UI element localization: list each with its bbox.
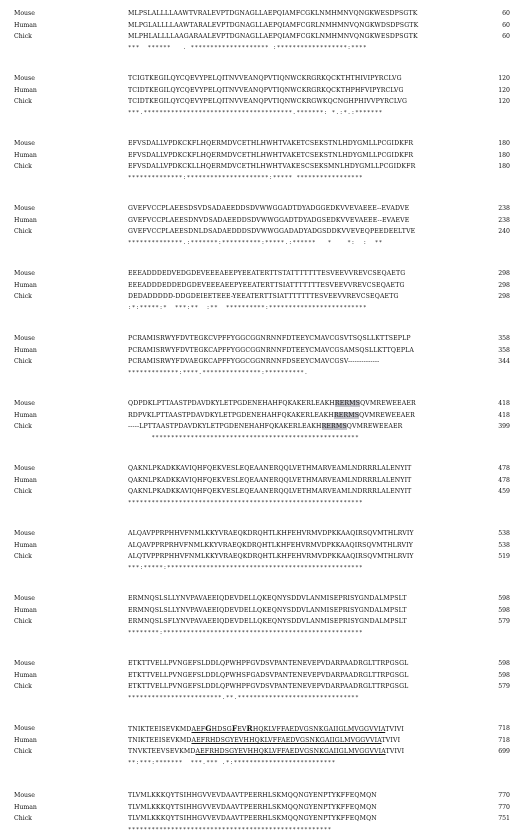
species-label: Mouse bbox=[14, 75, 35, 82]
position-number: 60 bbox=[502, 21, 510, 29]
species-label: Human bbox=[14, 411, 37, 419]
species-label: Human bbox=[14, 736, 37, 744]
consensus-line: ***.**************************************.*******: *.:*.:******* bbox=[128, 109, 383, 116]
sequence-segment: QDPDKLPTTAASTPDAVDKYLETPGDENEHAHFQKAKERLEAKH bbox=[128, 400, 335, 407]
sequence-text bbox=[128, 410, 470, 421]
position-number: 770 bbox=[498, 792, 510, 799]
species-label: Human bbox=[14, 281, 37, 289]
position-number: 519 bbox=[498, 553, 510, 560]
sequence-text: ETKTTVELLPVNGEFSLDDLQPWHSFGADSVPANTENEVEPVDARPAADRGLTTRPGSGL bbox=[128, 671, 409, 679]
position-number: 478 bbox=[498, 476, 510, 484]
sequence-row bbox=[0, 593, 515, 604]
species-label: Human bbox=[14, 671, 37, 679]
sequence-segment: QVMREWEEAER bbox=[346, 423, 403, 430]
sequence-text bbox=[128, 421, 470, 432]
sequence-segment: TVIVI bbox=[385, 748, 405, 755]
sequence-text: ALQAVPPRPRHVFNMLKKYVRAEQKDRQHTLKHFEHVRMVDPKKAAQIRSQVMTHLRVIY bbox=[128, 541, 413, 549]
sequence-text: PCRAMISRWYFDVTEGKCVPFFYGGCGGNRNNFDTEEYCMAVCGSVTSQSLLKTTSEPLP bbox=[128, 335, 411, 342]
consensus-line: ***************************************************** bbox=[128, 434, 360, 441]
sequence-segment: G bbox=[205, 724, 212, 733]
sequence-row bbox=[0, 463, 515, 474]
sequence-text: GVEFVCCPLAEESDSVDSADAEEDDSDVWWGGADTDYADGGEDKVVEVAEEE--EVADVE bbox=[128, 205, 410, 212]
species-label: Human bbox=[14, 216, 37, 224]
sequence-text: TCIDTKEGILQYCQEVYPELQITNVVEANQPVTIQNWCKRGRKQCKTHPHFVIPYRCLVG bbox=[128, 86, 404, 94]
sequence-row bbox=[0, 605, 515, 616]
sequence-row bbox=[0, 802, 515, 813]
sequence-text: EFVSDALLVPDKCKFLHQERMDVCETHLHWHTVAKETCSEKSTNLHDYGMLLPCGIDKFR bbox=[128, 151, 414, 159]
sequence-text: TCIGTKEGILQYCQEVYPELQITNVVEANQPVTIQNWCKRGRKQCKTHTHIVIPYRCLVG bbox=[128, 75, 402, 82]
sequence-segment: AEF bbox=[191, 726, 206, 733]
position-number: 418 bbox=[498, 411, 510, 419]
species-label: Human bbox=[14, 541, 37, 549]
position-number: 60 bbox=[502, 10, 510, 17]
species-label: Chick bbox=[14, 488, 32, 495]
sequence-text: ALQAVPPRPHHVFNMLKKYVRAEQKDRQHTLKHFEHVRMVDPKKAAQIRSQVMTHLRVIY bbox=[128, 530, 414, 537]
sequence-text: GVEFVCCPLAEESDNVDSADAEEDDSDVWWGGADTDYADGSEDKVVEVAEEE--EVAEVE bbox=[128, 216, 410, 224]
sequence-row bbox=[0, 790, 515, 801]
sequence-row bbox=[0, 551, 515, 562]
species-label: Chick bbox=[14, 358, 32, 365]
species-label: Chick bbox=[14, 553, 32, 560]
sequence-segment: R bbox=[246, 724, 253, 733]
sequence-row bbox=[0, 540, 515, 551]
consensus-line: ************************.**.******************************* bbox=[128, 694, 360, 701]
sequence-row bbox=[0, 73, 515, 84]
species-label: Chick bbox=[14, 163, 32, 170]
consensus-line: ********:*************************************************** bbox=[128, 629, 364, 636]
consensus-row bbox=[0, 563, 515, 574]
position-number: 538 bbox=[498, 541, 510, 549]
position-number: 718 bbox=[498, 736, 510, 744]
sequence-row bbox=[0, 746, 515, 757]
sequence-text: GVEFVCCPLAEESDNLDSADAEDDDSDVWWGGADADYADGSDDKVVEVEQPEEDEELTVE bbox=[128, 228, 416, 235]
position-number: 358 bbox=[498, 335, 510, 342]
sequence-row bbox=[0, 215, 515, 226]
sequence-row bbox=[0, 410, 515, 421]
sequence-segment: EV bbox=[237, 726, 247, 733]
sequence-text: DEDADDDDD-DDGDEIEETEEE-YEEATERTTSIATTTTTTTESVEEVVREVCSEQAETG bbox=[128, 293, 399, 300]
sequence-text: ERMNQSLSLLYNVPAVAEEIQDEVDELLQKEQNYSDDVLANMISEPRISYGNDALMPSLT bbox=[128, 595, 407, 602]
sequence-text: PCRAMISRWYFDVAEGKCAPFFYGGCGGNRNNFDSEEYCMAVCGSV-------------- bbox=[128, 358, 380, 365]
position-number: 598 bbox=[498, 595, 510, 602]
sequence-row bbox=[0, 723, 515, 734]
species-label: Human bbox=[14, 346, 37, 354]
sequence-row bbox=[0, 161, 515, 172]
sequence-row bbox=[0, 475, 515, 486]
sequence-row bbox=[0, 291, 515, 302]
species-label: Mouse bbox=[14, 140, 35, 147]
sequence-segment: TNIKTEEISEVKMD bbox=[128, 726, 192, 733]
position-number: 770 bbox=[498, 803, 510, 811]
sequence-row bbox=[0, 138, 515, 149]
species-label: Mouse bbox=[14, 725, 35, 732]
consensus-row bbox=[0, 433, 515, 444]
sequence-row bbox=[0, 670, 515, 681]
sequence-row bbox=[0, 280, 515, 291]
sequence-segment: TVIVI bbox=[381, 736, 401, 744]
sequence-text: TLVMLKKKQYTSIHHGVVEVDAAVTPEERHLSKMQQNGYENPTYKFFEQMQN bbox=[128, 803, 377, 811]
sequence-segment: RDPVKLPTTAASTPDAVDKYLETPGDENEHAHFQKAKERLEAKH bbox=[128, 411, 334, 419]
species-label: Mouse bbox=[14, 205, 35, 212]
sequence-row bbox=[0, 681, 515, 692]
sequence-row bbox=[0, 85, 515, 96]
consensus-row bbox=[0, 173, 515, 184]
species-label: Human bbox=[14, 606, 37, 614]
position-number: 459 bbox=[498, 488, 510, 495]
species-label: Human bbox=[14, 86, 37, 94]
species-label: Mouse bbox=[14, 465, 35, 472]
species-label: Mouse bbox=[14, 530, 35, 537]
position-number: 598 bbox=[498, 671, 510, 679]
sequence-segment: -----LPTTAASTPDAVDKYLETPGDENEHAHFQKAKERLEAKH bbox=[128, 423, 322, 430]
sequence-text: ALQTVPPRPHHVFNMLKKYVRAEQKDRQHTLKHFEHVRMVDPKKAAQIRSQVMTHLRVIY bbox=[128, 553, 414, 560]
sequence-row bbox=[0, 616, 515, 627]
sequence-text: PCRAMISRWYFDVTEGKCAPFFYGGCGGNRNNFDTEEYCMAVCGSAMSQSLLKTTQEPLA bbox=[128, 346, 415, 354]
sequence-segment: TNVKTEEVSEVKMD bbox=[128, 748, 196, 755]
consensus-row bbox=[0, 238, 515, 249]
sequence-row bbox=[0, 735, 515, 746]
sequence-segment: AEFRHDSGYEVHHQKLVFFAEDVGSNKGAIIGLMVGGVVIA bbox=[195, 748, 386, 755]
species-label: Mouse bbox=[14, 400, 35, 407]
position-number: 240 bbox=[498, 228, 510, 235]
position-number: 344 bbox=[498, 358, 510, 365]
highlighted-motif: RERMS bbox=[321, 423, 347, 430]
sequence-text: MLPHLALLLLAAGARAALEVPTDGNAGLLAEPQIAMFCGKLNMHMNVQNGKWESDPSGTK bbox=[128, 33, 418, 40]
sequence-segment: HDSG bbox=[211, 726, 232, 733]
position-number: 598 bbox=[498, 606, 510, 614]
position-number: 598 bbox=[498, 660, 510, 667]
position-number: 120 bbox=[498, 86, 510, 94]
sequence-text: EFVSDALLVPDKCKFLHQERMDVCETHLHWHTVAKETCSEKSTNLHDYGMLLPCGIDKFR bbox=[128, 140, 414, 147]
sequence-text: QAKNLPKADKKAVIQHFQEKVESLEQEAANERQQLVETHMARVEAMLNDRRRLALENYIT bbox=[128, 488, 412, 495]
sequence-segment: AEFRHDSGYEVHHQKLVFFAEDVGSNKGAIIGLMVGGVVIA bbox=[191, 736, 382, 744]
sequence-row bbox=[0, 345, 515, 356]
consensus-row bbox=[0, 825, 515, 836]
species-label: Human bbox=[14, 21, 37, 29]
position-number: 120 bbox=[498, 75, 510, 82]
sequence-text: ETKTTVELLPVNGEFSLDDLQPWHPFGVDSVPANTENEVEPVDARPAADRGLTTRPGSGL bbox=[128, 660, 409, 667]
species-label: Mouse bbox=[14, 660, 35, 667]
position-number: 180 bbox=[498, 163, 510, 170]
position-number: 180 bbox=[498, 151, 510, 159]
position-number: 751 bbox=[498, 815, 510, 822]
sequence-text: QAKNLPKADKKAVIQHFQEKVESLEQEAANERQQLVETHMARVEAMLNDRRRLALENYIT bbox=[128, 476, 412, 484]
species-label: Chick bbox=[14, 228, 32, 235]
highlighted-motif: RERMS bbox=[334, 400, 361, 407]
sequence-row bbox=[0, 150, 515, 161]
sequence-text bbox=[128, 735, 470, 746]
species-label: Mouse bbox=[14, 10, 35, 17]
sequence-text: ERMNQSLSLLYNVPAVAEEIQDEVDELLQKEQNYSDDVLANMISEPRISYGNDALMPSLT bbox=[128, 606, 407, 614]
sequence-row bbox=[0, 356, 515, 367]
position-number: 60 bbox=[502, 33, 510, 40]
sequence-row bbox=[0, 203, 515, 214]
sequence-row bbox=[0, 486, 515, 497]
position-number: 399 bbox=[498, 423, 510, 430]
consensus-line: **************:*********************:***** ***************** bbox=[128, 174, 364, 181]
position-number: 298 bbox=[498, 293, 510, 300]
sequence-row bbox=[0, 8, 515, 19]
sequence-row bbox=[0, 226, 515, 237]
position-number: 238 bbox=[498, 216, 510, 224]
consensus-row bbox=[0, 498, 515, 509]
sequence-row bbox=[0, 813, 515, 824]
sequence-segment: QVMREWEEAER bbox=[359, 411, 415, 419]
position-number: 538 bbox=[498, 530, 510, 537]
sequence-segment: TVIVI bbox=[385, 726, 404, 733]
sequence-text: ETKTTVELLPVNGEFSLDDLQPWHPFGVDSVPANTENEVEPVDARPAADRGLTTRPGSGL bbox=[128, 683, 409, 690]
species-label: Human bbox=[14, 803, 37, 811]
species-label: Chick bbox=[14, 618, 32, 625]
position-number: 298 bbox=[498, 281, 510, 289]
sequence-text: QAKNLPKADKKAVIQHFQEKVESLEQEAANERQQLVETHMARVEAMLNDRRRLALENYIT bbox=[128, 465, 412, 472]
species-label: Chick bbox=[14, 33, 32, 40]
consensus-line: **************************************************** bbox=[128, 826, 332, 833]
sequence-segment: QVMREWEEAER bbox=[360, 400, 416, 407]
position-number: 120 bbox=[498, 98, 510, 105]
sequence-row bbox=[0, 421, 515, 432]
position-number: 478 bbox=[498, 465, 510, 472]
position-number: 579 bbox=[498, 683, 510, 690]
position-number: 579 bbox=[498, 618, 510, 625]
sequence-segment: F bbox=[231, 724, 238, 733]
species-label: Mouse bbox=[14, 792, 35, 799]
sequence-text bbox=[128, 723, 470, 735]
sequence-text bbox=[128, 398, 470, 409]
species-label: Chick bbox=[14, 683, 32, 690]
sequence-segment: HQKLVFFAEDVGSNKGAIIGLMVGGVVIA bbox=[252, 726, 386, 733]
species-label: Mouse bbox=[14, 335, 35, 342]
highlighted-motif: RERMS bbox=[333, 411, 360, 419]
consensus-line: *** ****** . ******************** :******************:**** bbox=[128, 44, 367, 51]
consensus-line: *************:****.***************:**********. bbox=[128, 369, 309, 376]
sequence-text bbox=[128, 746, 470, 757]
sequence-row bbox=[0, 528, 515, 539]
sequence-text: MLPSLALLLLAAWTVRALEVPTDGNAGLLAEPQIAMFCGKLNMHMNVQNGKWESDPSGTK bbox=[128, 10, 418, 17]
sequence-row bbox=[0, 96, 515, 107]
sequence-text: EFVSDALLVPDKCKLLHQERMDVCETHLHWHTVAKESCSEKSMNLHDYGMLLPCGIDKFR bbox=[128, 163, 416, 170]
consensus-row bbox=[0, 628, 515, 639]
position-number: 718 bbox=[498, 725, 510, 732]
sequence-text: MLPGLALLLLAAWTARALEVPTDGNAGLLAEPQIAMFCGRLNMHMNVQNGKWDSDPSGTK bbox=[128, 21, 419, 29]
species-label: Chick bbox=[14, 423, 32, 430]
consensus-line: :*:*****:* ***:** :** **********:************************* bbox=[128, 304, 367, 311]
consensus-line: ************************************************************ bbox=[128, 499, 364, 506]
consensus-row bbox=[0, 108, 515, 119]
species-label: Mouse bbox=[14, 270, 35, 277]
position-number: 298 bbox=[498, 270, 510, 277]
sequence-row bbox=[0, 268, 515, 279]
species-label: Human bbox=[14, 151, 37, 159]
consensus-row bbox=[0, 758, 515, 769]
position-number: 418 bbox=[498, 400, 510, 407]
species-label: Chick bbox=[14, 748, 32, 755]
consensus-line: ***:*****:************************************************** bbox=[128, 564, 364, 571]
consensus-line: **************.:*******:**********:*****.:****** * *: : ** bbox=[128, 239, 383, 246]
sequence-row bbox=[0, 398, 515, 409]
position-number: 238 bbox=[498, 205, 510, 212]
consensus-row bbox=[0, 43, 515, 54]
sequence-row bbox=[0, 333, 515, 344]
sequence-text: EEEADDDEDDEDGDEVEEEAEEPYEEATERTTSIATTTTTTTESVEEVVREVCSEQAETG bbox=[128, 281, 405, 289]
sequence-text: TLVMLKKKQYTSIHHGVVEVDAAVTPEERHLSKMQQNGYENPTYKFFEQMQN bbox=[128, 815, 377, 822]
species-label: Chick bbox=[14, 815, 32, 822]
sequence-row bbox=[0, 658, 515, 669]
sequence-segment: TNIKTEEISEVKMD bbox=[128, 736, 192, 744]
sequence-row bbox=[0, 20, 515, 31]
sequence-text: EEEADDDEDVEDGDEVEEEAEEPYEEATERTTSTATTTTTTTESVEEVVREVCSEQAETG bbox=[128, 270, 406, 277]
position-number: 699 bbox=[498, 748, 510, 755]
consensus-row bbox=[0, 303, 515, 314]
species-label: Human bbox=[14, 476, 37, 484]
position-number: 358 bbox=[498, 346, 510, 354]
sequence-text: TLVMLKKKQYTSIHHGVVEVDAAVTPEERHLSKMQQNGYENPTYKFFEQMQN bbox=[128, 792, 377, 799]
consensus-line: **:***:******* ***.*** .*:************************** bbox=[128, 759, 336, 766]
species-label: Chick bbox=[14, 98, 32, 105]
species-label: Chick bbox=[14, 293, 32, 300]
position-number: 180 bbox=[498, 140, 510, 147]
sequence-text: TCIDTKEGILQYCQEVYPELQITNVVEANQPVTIQNWCKRGWKQCNGHPHIVVPYRCLVG bbox=[128, 98, 408, 105]
consensus-row bbox=[0, 693, 515, 704]
sequence-text: ERMNQSLSFLYNVPAVAEEIQDEVDELLQKEQNYSDDVLANMISEPRISYGNDALMPSLT bbox=[128, 618, 407, 625]
species-label: Mouse bbox=[14, 595, 35, 602]
sequence-row bbox=[0, 31, 515, 42]
consensus-row bbox=[0, 368, 515, 379]
